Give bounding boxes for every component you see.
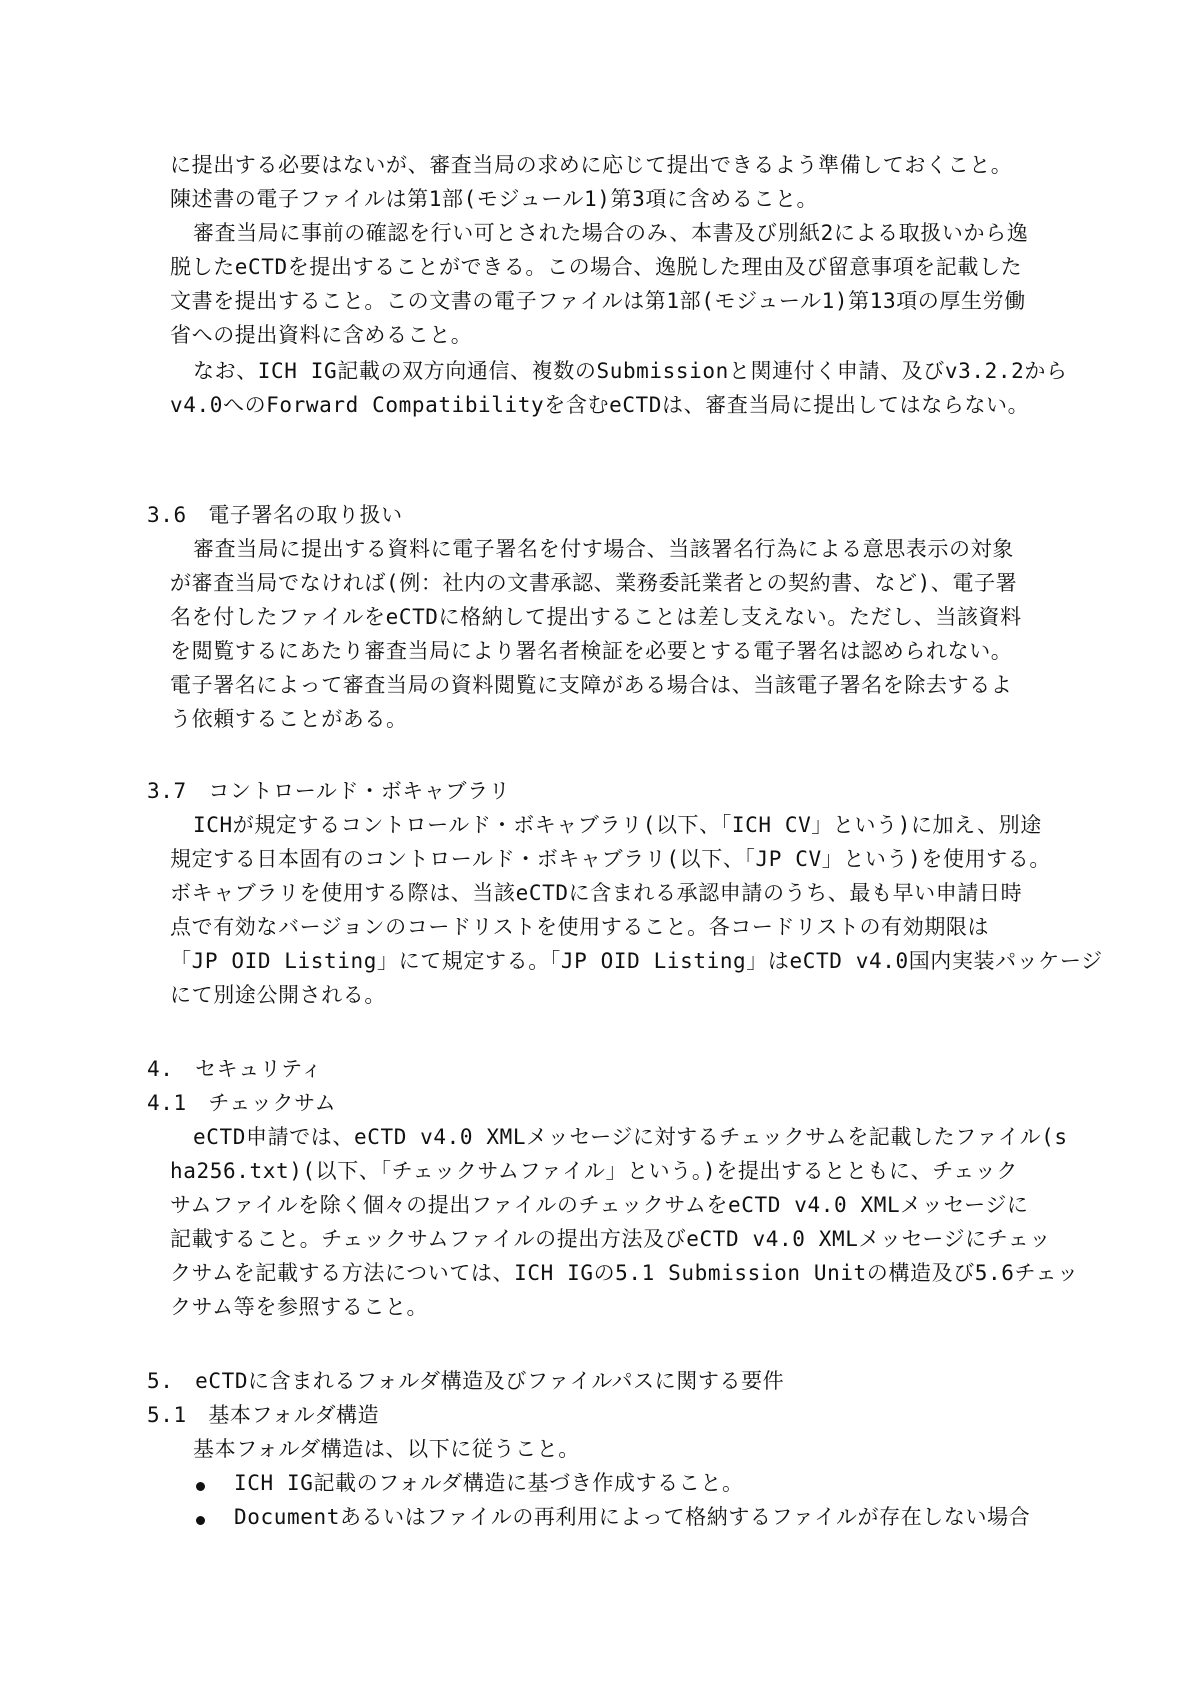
body-text-line: 「JP OID Listing」にて規定する。「JP OID Listing」はeCTD v4.0国内実装パッケージ bbox=[170, 949, 1103, 973]
body-text-line: なお、ICH IG記載の双方向通信、複数のSubmissionと関連付く申請、及びv3.2.2から bbox=[193, 359, 1068, 383]
section-heading-4: 4. セキュリティ bbox=[147, 1057, 323, 1081]
bullet-dot bbox=[196, 1482, 205, 1491]
body-text-line: ha256.txt)(以下、「チェックサムファイル」という。)を提出するとともに、チェック bbox=[170, 1159, 1018, 1183]
bullet-dot bbox=[196, 1516, 205, 1525]
body-text-line: 審査当局に事前の確認を行い可とされた場合のみ、本書及び別紙2による取扱いから逸 bbox=[193, 221, 1029, 245]
body-text-line: ボキャブラリを使用する際は、当該eCTDに含まれる承認申請のうち、最も早い申請日時 bbox=[170, 881, 1023, 905]
body-text-line: 脱したeCTDを提出することができる。この場合、逸脱した理由及び留意事項を記載した bbox=[170, 255, 1023, 279]
body-text-line: う依頼することがある。 bbox=[170, 707, 408, 731]
section-heading-5: 5. eCTDに含まれるフォルダ構造及びファイルパスに関する要件 bbox=[147, 1369, 785, 1393]
body-text-line: ICHが規定するコントロールド・ボキャブラリ(以下、「ICH CV」という)に加え、別途 bbox=[193, 813, 1042, 837]
body-text-line: 省への提出資料に含めること。 bbox=[170, 323, 473, 347]
section-heading-5-1: 5.1 基本フォルダ構造 bbox=[147, 1403, 380, 1427]
body-text-line: が審査当局でなければ(例：社内の文書承認、業務委託業者との契約書、など)、電子署 bbox=[170, 571, 1018, 595]
bullet-item: ICH IG記載のフォルダ構造に基づき作成すること。 bbox=[234, 1471, 744, 1495]
body-text-line: 規定する日本固有のコントロールド・ボキャブラリ(以下、「JP CV」という)を使用する。 bbox=[170, 847, 1051, 871]
section-heading-3-7: 3.7 コントロールド・ボキャブラリ bbox=[147, 779, 511, 803]
body-text-line: を閲覧するにあたり審査当局により署名者検証を必要とする電子署名は認められない。 bbox=[170, 639, 1013, 663]
body-text-line: 文書を提出すること。この文書の電子ファイルは第1部(モジュール1)第13項の厚生労働 bbox=[170, 289, 1026, 313]
body-text-line: 点で有効なバージョンのコードリストを使用すること。各コードリストの有効期限は bbox=[170, 915, 990, 939]
body-text-line: eCTD申請では、eCTD v4.0 XMLメッセージに対するチェックサムを記載したファイル(s bbox=[193, 1125, 1068, 1149]
section-heading-4-1: 4.1 チェックサム bbox=[147, 1091, 337, 1115]
body-text-line: 記載すること。チェックサムファイルの提出方法及びeCTD v4.0 XMLメッセージにチェッ bbox=[170, 1227, 1051, 1251]
body-text-line: サムファイルを除く個々の提出ファイルのチェックサムをeCTD v4.0 XMLメッセージに bbox=[170, 1193, 1029, 1217]
body-text-line: に提出する必要はないが、審査当局の求めに応じて提出できるよう準備しておくこと。 bbox=[170, 153, 1013, 177]
bullet-item: Documentあるいはファイルの再利用によって格納するファイルが存在しない場合 bbox=[234, 1505, 1031, 1529]
body-text-line: 名を付したファイルをeCTDに格納して提出することは差し支えない。ただし、当該資料 bbox=[170, 605, 1022, 629]
body-text-line: 基本フォルダ構造は、以下に従うこと。 bbox=[193, 1437, 580, 1461]
section-heading-3-6: 3.6 電子署名の取り扱い bbox=[147, 503, 403, 527]
body-text-line: 審査当局に提出する資料に電子署名を付す場合、当該署名行為による意思表示の対象 bbox=[193, 537, 1014, 561]
body-text-line: v4.0へのForward Compatibilityを含むeCTDは、審査当局に提出してはならない。 bbox=[170, 393, 1030, 417]
body-text-line: にて別途公開される。 bbox=[170, 983, 386, 1007]
body-text-line: クサム等を参照すること。 bbox=[170, 1295, 429, 1319]
body-text-line: 電子署名によって審査当局の資料閲覧に支障がある場合は、当該電子署名を除去するよ bbox=[170, 673, 1013, 697]
body-text-line: クサムを記載する方法については、ICH IGの5.1 Submission Unitの構造及び5.6チェッ bbox=[170, 1261, 1079, 1285]
body-text-line: 陳述書の電子ファイルは第1部(モジュール1)第3項に含めること。 bbox=[170, 187, 819, 211]
